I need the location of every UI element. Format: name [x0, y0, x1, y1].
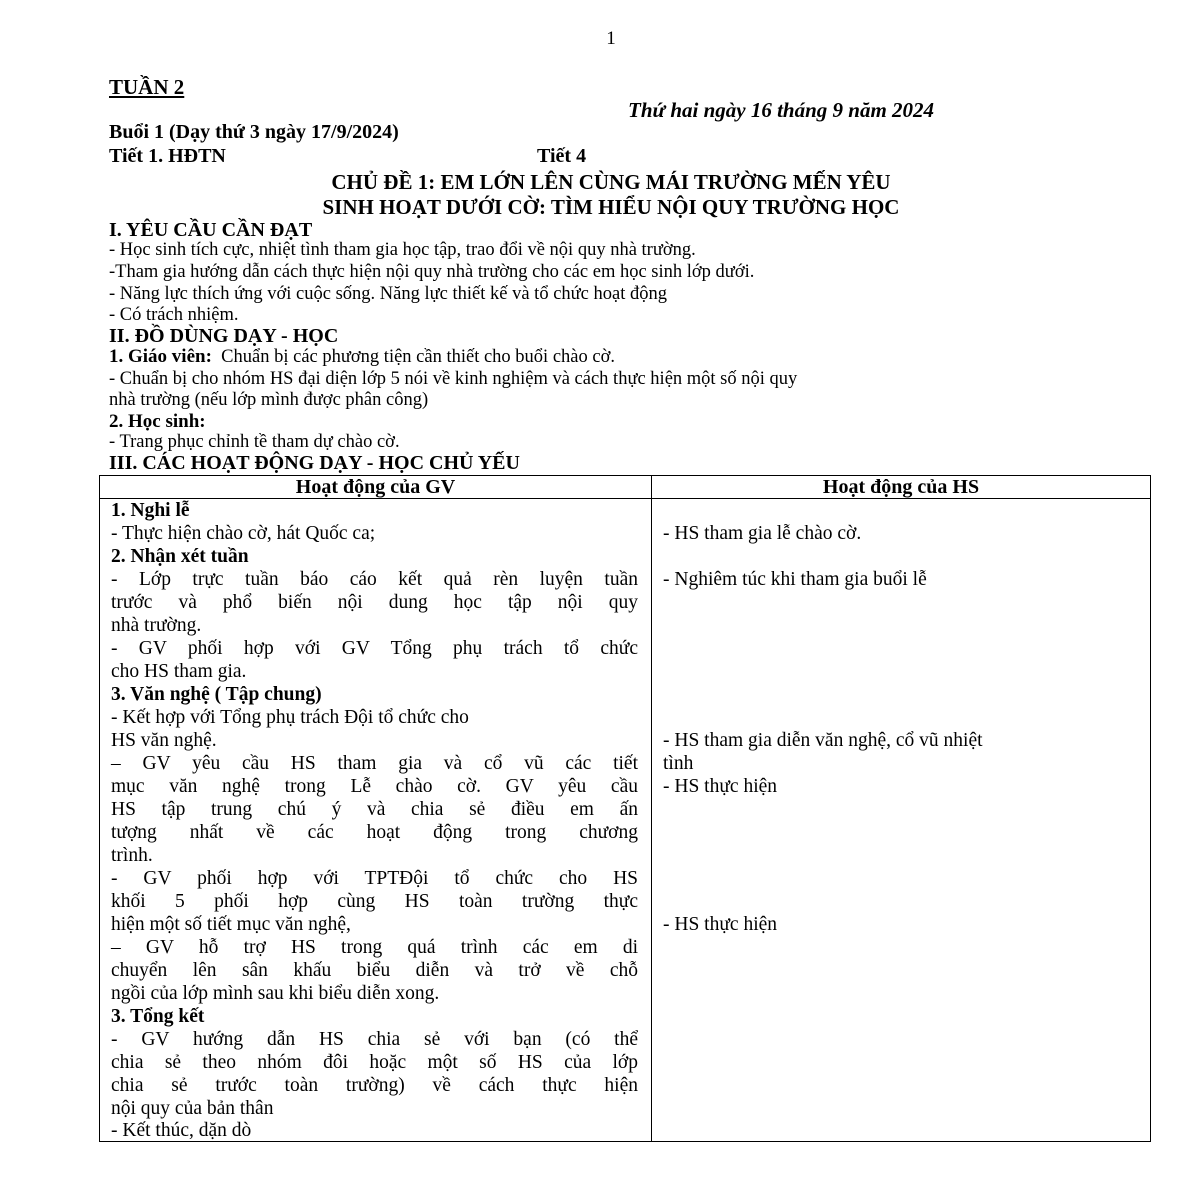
week-heading: TUẦN 2 — [109, 75, 185, 99]
hs-line: - Nghiêm túc khi tham gia buổi lễ — [663, 569, 927, 590]
page-number: 1 — [606, 28, 616, 49]
requirement-line: - Năng lực thích ứng với cuộc sống. Năng lực thiết kế và tổ chức hoạt động — [109, 284, 667, 304]
activity-table — [99, 475, 1151, 1142]
section3-heading: III. CÁC HOẠT ĐỘNG DẠY - HỌC CHỦ YẾU — [109, 452, 520, 474]
gv-heading: 1. Nghi lễ — [111, 500, 190, 521]
student-label: 2. Học sinh: — [109, 411, 206, 432]
gv-line: - Thực hiện chào cờ, hát Quốc ca; — [111, 523, 376, 544]
teacher-text: Chuẩn bị các phương tiện cần thiết cho buổi chào cờ. — [211, 347, 615, 367]
topic-title: CHỦ ĐỀ 1: EM LỚN LÊN CÙNG MÁI TRƯỜNG MẾN YÊU — [331, 170, 891, 194]
gv-line: tượng nhất về các hoạt động trong chương — [111, 822, 638, 843]
teacher-prep — [109, 346, 615, 368]
gv-line: mục văn nghệ trong Lễ chào cờ. GV yêu cầu — [111, 776, 638, 797]
gv-line: nhà trường. — [111, 615, 202, 636]
hs-line: - HS thực hiện — [663, 914, 778, 935]
teacher-prep-line: nhà trường (nếu lớp mình được phân công) — [109, 390, 429, 410]
gv-line: khối 5 phối hợp cùng HS toàn trường thực — [111, 891, 638, 912]
gv-line: hiện một số tiết mục văn nghệ, — [111, 914, 351, 935]
gv-line: trước và phổ biến nội dung học tập nội quy — [111, 592, 638, 613]
requirement-line: - Có trách nhiệm. — [109, 305, 239, 325]
hs-line: - HS thực hiện — [663, 776, 778, 797]
student-prep-line: - Trang phục chỉnh tề tham dự chào cờ. — [109, 432, 400, 452]
column-header-hs: Hoạt động của HS — [652, 476, 1151, 499]
hs-activities-cell — [652, 499, 1151, 1142]
hs-line: - HS tham gia lễ chào cờ. — [663, 523, 862, 544]
gv-activities-cell — [100, 499, 652, 1142]
teacher-prep-line: - Chuẩn bị cho nhóm HS đại diện lớp 5 nói về kinh nghiệm và cách thực hiện một số nội quy — [109, 369, 798, 389]
gv-line: - GV hướng dẫn HS chia sẻ với bạn (có thể — [111, 1029, 638, 1050]
gv-line: nội quy của bản thân — [111, 1098, 274, 1119]
session-line: Buổi 1 (Dạy thứ 3 ngày 17/9/2024) — [109, 121, 399, 143]
requirement-line: -Tham gia hướng dẫn cách thực hiện nội quy nhà trường cho các em học sinh lớp dưới. — [109, 262, 755, 282]
period-subject: Tiết 1. HĐTN — [109, 145, 226, 167]
gv-line: ngồi của lớp mình sau khi biểu diễn xong. — [111, 983, 440, 1004]
gv-heading: 2. Nhận xét tuần — [111, 546, 249, 567]
gv-line: - GV phối hợp với GV Tổng phụ trách tổ chức — [111, 638, 638, 659]
section2-heading: II. ĐỒ DÙNG DẠY - HỌC — [109, 325, 339, 347]
teacher-label: 1. Giáo viên: — [109, 346, 212, 367]
gv-line: trình. — [111, 845, 153, 866]
section1-heading: I. YÊU CẦU CẦN ĐẠT — [109, 219, 313, 241]
column-header-gv: Hoạt động của GV — [100, 476, 652, 499]
activity-title: SINH HOẠT DƯỚI CỜ: TÌM HIỂU NỘI QUY TRƯỜNG HỌC — [322, 195, 900, 219]
gv-line: – GV yêu cầu HS tham gia và cổ vũ các tiết — [111, 753, 638, 774]
period-number: Tiết 4 — [537, 145, 587, 167]
gv-heading: 3. Tổng kết — [111, 1006, 205, 1027]
gv-line: HS tập trung chú ý và chia sẻ điều em ấn — [111, 799, 638, 820]
gv-line: - Kết hợp với Tổng phụ trách Đội tổ chức cho — [111, 707, 469, 728]
gv-line: - Kết thúc, dặn dò — [111, 1120, 252, 1141]
hs-line: tình — [663, 753, 694, 774]
hs-line: - HS tham gia diễn văn nghệ, cổ vũ nhiệt — [663, 730, 983, 751]
date-line: Thứ hai ngày 16 tháng 9 năm 2024 — [628, 98, 935, 122]
gv-heading: 3. Văn nghệ ( Tập chung) — [111, 684, 322, 705]
requirement-line: - Học sinh tích cực, nhiệt tình tham gia học tập, trao đổi về nội quy nhà trường. — [109, 240, 696, 260]
gv-line: cho HS tham gia. — [111, 661, 247, 682]
gv-line: chia sẻ trước toàn trường) về cách thực hiện — [111, 1075, 638, 1096]
gv-line: HS văn nghệ. — [111, 730, 217, 751]
gv-line: chuyển lên sân khấu biểu diễn và trở về chỗ — [111, 960, 638, 981]
gv-line: chia sẻ theo nhóm đôi hoặc một số HS của lớp — [111, 1052, 638, 1073]
gv-line: – GV hỗ trợ HS trong quá trình các em di — [111, 937, 638, 958]
gv-line: - GV phối hợp với TPTĐội tổ chức cho HS — [111, 868, 638, 889]
gv-line: - Lớp trực tuần báo cáo kết quả rèn luyện tuần — [111, 569, 638, 590]
